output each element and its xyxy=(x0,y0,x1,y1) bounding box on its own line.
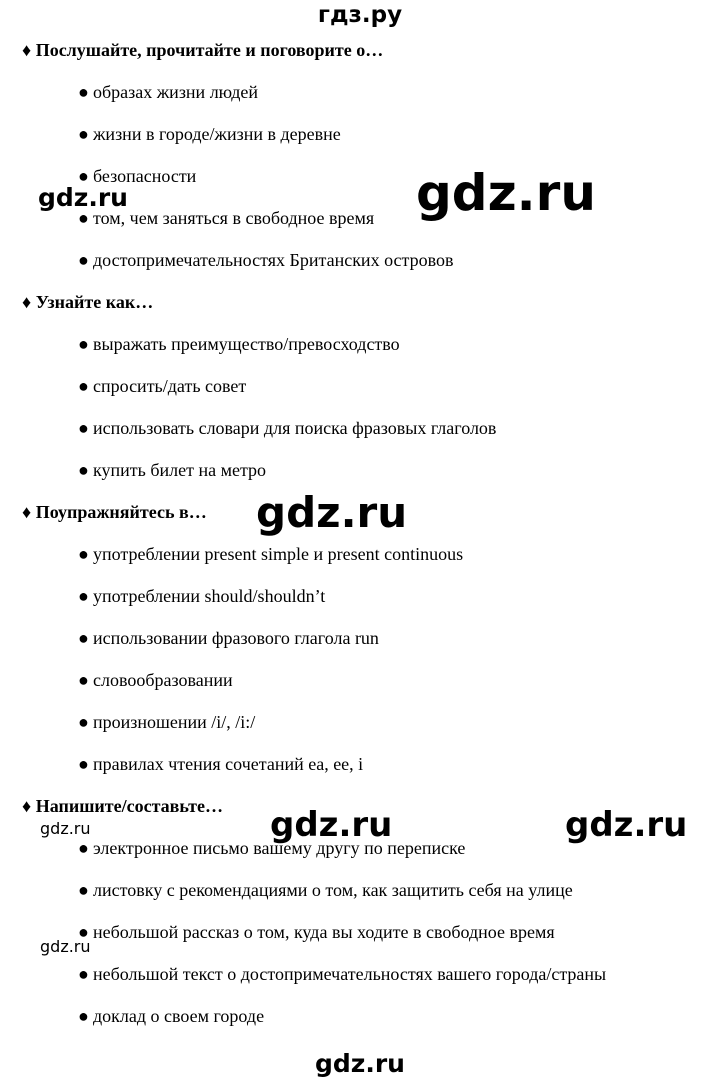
diamond-bullet-icon: ♦ xyxy=(22,40,32,60)
list-item: ● листовку с рекомендациями о том, как защитить себя на улице xyxy=(78,880,573,900)
watermark: gdz.ru xyxy=(256,488,408,537)
list-item: ● спросить/дать совет xyxy=(78,376,247,396)
list-item: ● достопримечательностях Британских островов xyxy=(78,250,454,270)
dot-bullet-icon: ● xyxy=(78,208,89,228)
dot-bullet-icon: ● xyxy=(78,166,89,186)
watermark: gdz.ru xyxy=(38,183,128,212)
list-item: ● словообразовании xyxy=(78,670,233,690)
list-item: ● купить билет на метро xyxy=(78,460,267,480)
dot-bullet-icon: ● xyxy=(78,754,89,774)
watermark: gdz.ru xyxy=(270,805,393,845)
dot-bullet-icon: ● xyxy=(78,376,89,396)
section-title-practice: ♦ Поупражняйтесь в… xyxy=(22,502,207,522)
dot-bullet-icon: ● xyxy=(78,460,89,480)
diamond-bullet-icon: ♦ xyxy=(22,796,32,816)
section-title-learn: ♦ Узнайте как… xyxy=(22,292,154,312)
list-item: ● том, чем заняться в свободное время xyxy=(78,208,375,228)
list-item: ● доклад о своем городе xyxy=(78,1006,265,1026)
list-item: ● образах жизни людей xyxy=(78,82,258,102)
list-item: ● произношении /i/, /i:/ xyxy=(78,712,256,732)
dot-bullet-icon: ● xyxy=(78,586,89,606)
dot-bullet-icon: ● xyxy=(78,880,89,900)
site-header-title: гдз.ру xyxy=(317,2,403,28)
footer-watermark: gdz.ru xyxy=(315,1049,405,1078)
watermark: gdz.ru xyxy=(565,805,688,845)
list-item: ● использовании фразового глагола run xyxy=(78,628,379,648)
dot-bullet-icon: ● xyxy=(78,334,89,354)
dot-bullet-icon: ● xyxy=(78,838,89,858)
list-item: ● использовать словари для поиска фразовых глаголов xyxy=(78,418,497,438)
watermark: gdz.ru xyxy=(40,819,91,838)
dot-bullet-icon: ● xyxy=(78,712,89,732)
list-item: ● электронное письмо вашему другу по переписке xyxy=(78,838,466,858)
dot-bullet-icon: ● xyxy=(78,628,89,648)
watermark: gdz.ru xyxy=(416,164,596,222)
list-item: ● небольшой рассказ о том, куда вы ходите в свободное время xyxy=(78,922,555,942)
watermark: gdz.ru xyxy=(40,937,91,956)
dot-bullet-icon: ● xyxy=(78,418,89,438)
dot-bullet-icon: ● xyxy=(78,670,89,690)
list-item: ● жизни в городе/жизни в деревне xyxy=(78,124,341,144)
list-item: ● безопасности xyxy=(78,166,197,186)
dot-bullet-icon: ● xyxy=(78,250,89,270)
list-item: ● употреблении present simple и present continuous xyxy=(78,544,464,564)
section-title-write: ♦ Напишите/составьте… xyxy=(22,796,224,816)
diamond-bullet-icon: ♦ xyxy=(22,292,32,312)
dot-bullet-icon: ● xyxy=(78,1006,89,1026)
list-item: ● употреблении should/shouldn’t xyxy=(78,586,326,606)
dot-bullet-icon: ● xyxy=(78,124,89,144)
list-item: ● правилах чтения сочетаний ea, ee, i xyxy=(78,754,364,774)
dot-bullet-icon: ● xyxy=(78,82,89,102)
dot-bullet-icon: ● xyxy=(78,544,89,564)
list-item: ● небольшой текст о достопримечательностях вашего города/страны xyxy=(78,964,607,984)
section-title-listen: ♦ Послушайте, прочитайте и поговорите о… xyxy=(22,40,384,60)
diamond-bullet-icon: ♦ xyxy=(22,502,32,522)
list-item: ● выражать преимущество/превосходство xyxy=(78,334,400,354)
dot-bullet-icon: ● xyxy=(78,922,89,942)
dot-bullet-icon: ● xyxy=(78,964,89,984)
